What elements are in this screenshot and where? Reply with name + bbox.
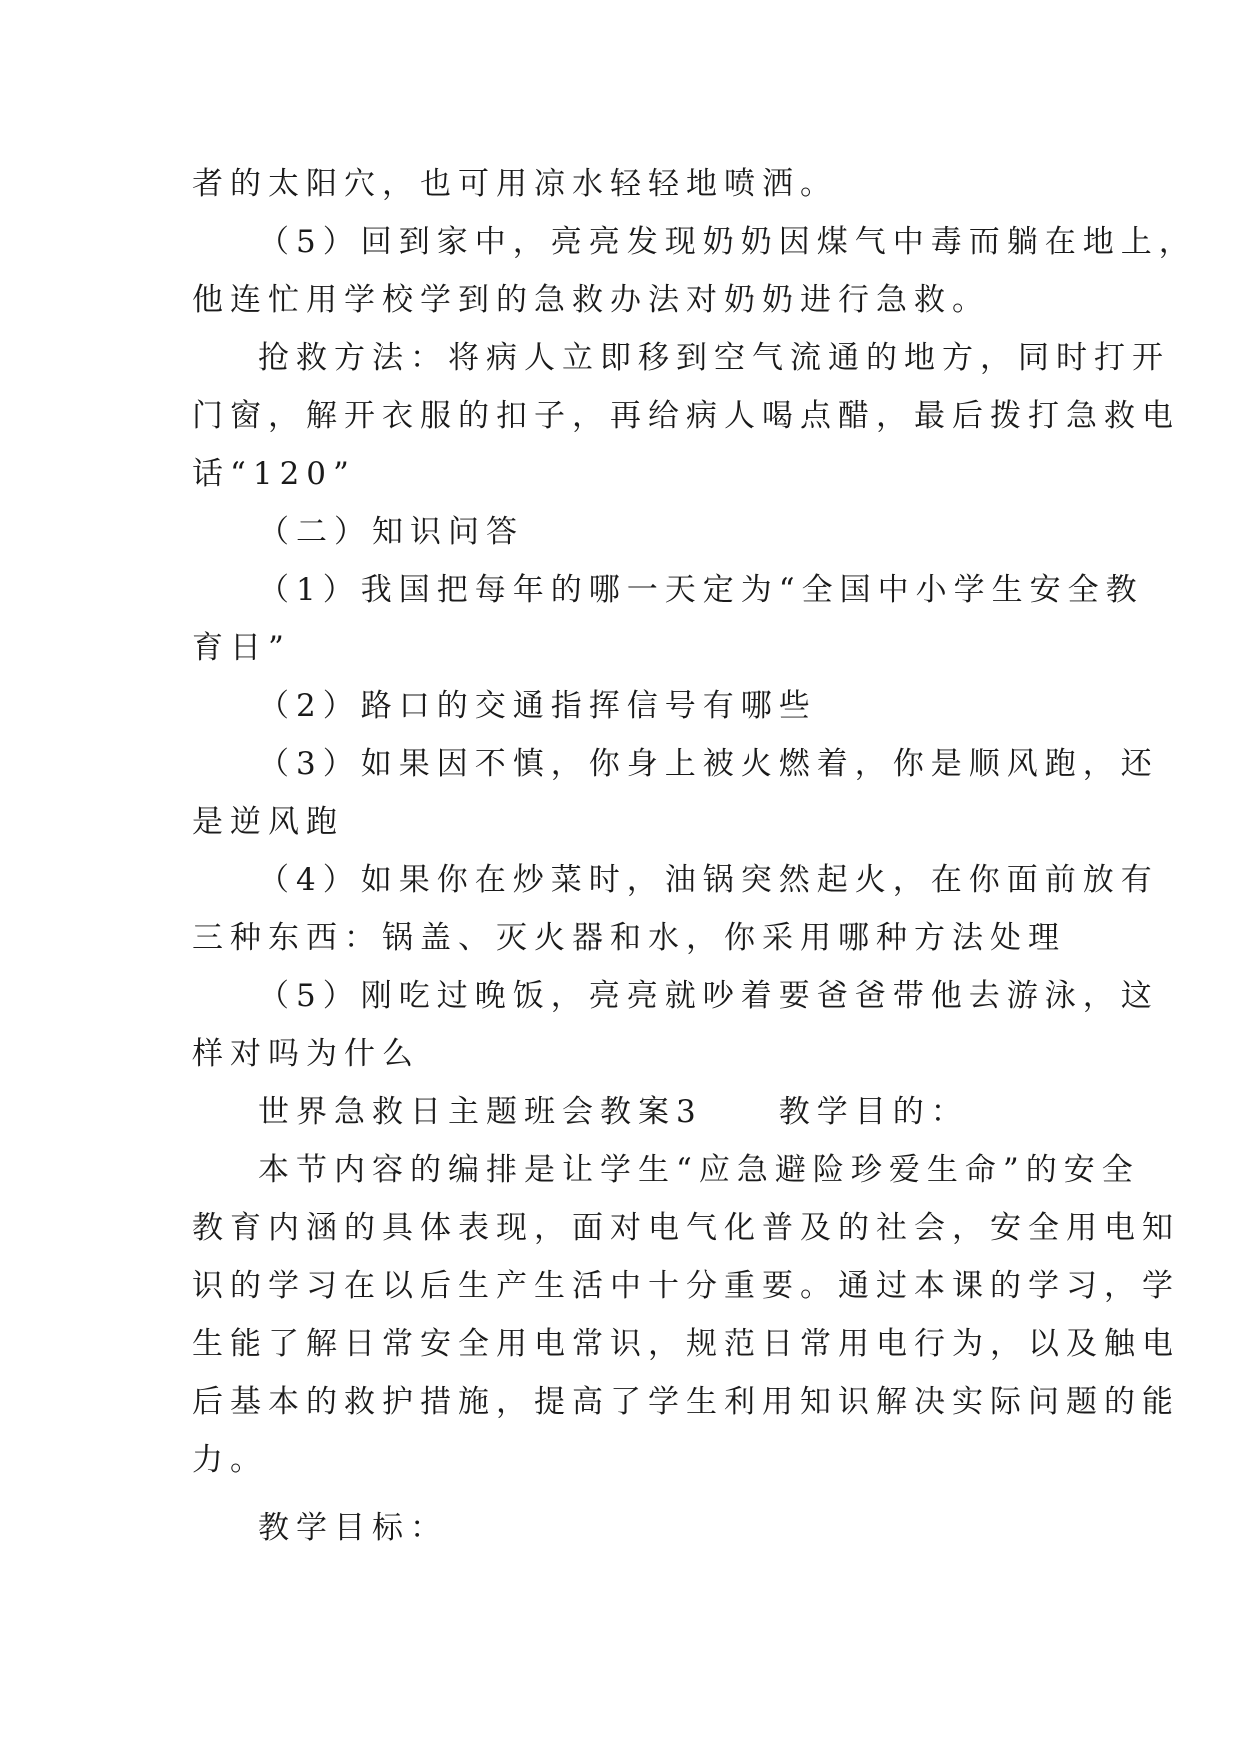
text-line: （5）回到家中，亮亮发现奶奶因煤气中毒而躺在地上， bbox=[258, 224, 1197, 260]
text-line: 教育内涵的具体表现，面对电气化普及的社会，安全用电知 bbox=[192, 1210, 1180, 1246]
text-line: 样对吗为什么 bbox=[192, 1036, 420, 1072]
text-line: （4）如果你在炒菜时，油锅突然起火，在你面前放有 bbox=[258, 862, 1159, 898]
text-line: 是逆风跑 bbox=[192, 804, 344, 840]
text-line: 门窗，解开衣服的扣子，再给病人喝点醋，最后拨打急救电 bbox=[192, 398, 1180, 434]
text-line: 三种东西：锅盖、灭火器和水，你采用哪种方法处理 bbox=[192, 920, 1066, 956]
section-heading: （二）知识问答 bbox=[258, 514, 524, 550]
text-line: 本节内容的编排是让学生“应急避险珍爱生命”的安全 bbox=[258, 1152, 1140, 1188]
text-line: 者的太阳穴，也可用凉水轻轻地喷洒。 bbox=[192, 166, 838, 202]
section-heading: 世界急救日主题班会教案3 教学目的： bbox=[258, 1094, 969, 1130]
text-line: 识的学习在以后生产生活中十分重要。通过本课的学习，学 bbox=[192, 1268, 1180, 1304]
text-line: （1）我国把每年的哪一天定为“全国中小学生安全教 bbox=[258, 572, 1144, 608]
text-line: （3）如果因不慎，你身上被火燃着，你是顺风跑，还 bbox=[258, 746, 1159, 782]
text-line: （2）路口的交通指挥信号有哪些 bbox=[258, 688, 817, 724]
text-line: 育日” bbox=[192, 630, 291, 666]
text-line: 后基本的救护措施，提高了学生利用知识解决实际问题的能 bbox=[192, 1384, 1180, 1420]
text-line: 他连忙用学校学到的急救办法对奶奶进行急救。 bbox=[192, 282, 990, 318]
section-heading: 教学目标： bbox=[258, 1510, 448, 1546]
text-line: 话“120” bbox=[192, 456, 356, 492]
text-line: 抢救方法：将病人立即移到空气流通的地方，同时打开 bbox=[258, 340, 1170, 376]
text-line: 力。 bbox=[192, 1442, 268, 1478]
text-line: 生能了解日常安全用电常识，规范日常用电行为，以及触电 bbox=[192, 1326, 1180, 1362]
text-line: （5）刚吃过晚饭，亮亮就吵着要爸爸带他去游泳，这 bbox=[258, 978, 1159, 1014]
